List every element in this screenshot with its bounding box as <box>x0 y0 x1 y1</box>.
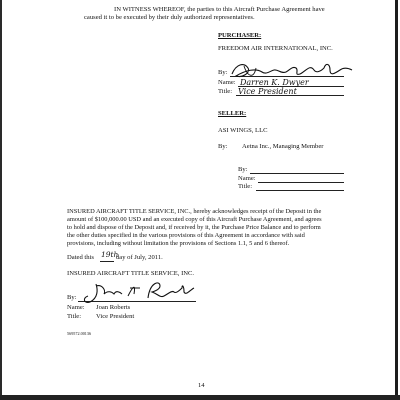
document-code: 569572.00136 <box>67 331 92 336</box>
seller-company: ASI WINGS, LLC <box>218 127 268 134</box>
seller-sub-title-label: Title: <box>238 183 253 190</box>
page-number: 14 <box>198 382 205 389</box>
escrow-paragraph-line-3: to hold and dispose of the Deposit and, if received by it, the Purchase Price Balance and to perform <box>67 224 321 231</box>
escrow-company: INSURED AIRCRAFT TITLE SERVICE, INC. <box>67 270 195 277</box>
escrow-paragraph-line-1: INSURED AIRCRAFT TITLE SERVICE, INC., hereby acknowledges receipt of the Deposit in the <box>67 208 322 215</box>
seller-sub-name-label: Name: <box>238 175 256 182</box>
scan-edge-bottom <box>0 395 400 400</box>
seller-sub-by-label: By: <box>238 166 248 173</box>
dated-day-line <box>100 261 114 262</box>
purchaser-name-value: Darren K. Dwyer <box>240 78 309 87</box>
escrow-title-label: Title: <box>67 313 82 320</box>
purchaser-by-label: By: <box>218 69 228 76</box>
seller-sub-name-line <box>258 182 344 183</box>
purchaser-name-label: Name: <box>218 79 236 86</box>
escrow-paragraph-line-2: amount of $100,000.00 USD and an executed copy of this Aircraft Purchase Agreement, and agrees <box>67 216 322 223</box>
escrow-signature <box>76 276 196 306</box>
witness-line-2: caused it to be executed by their duly authorized representatives. <box>84 14 255 21</box>
purchaser-title-value: Vice President <box>238 87 297 96</box>
escrow-name-value: Joan Roberts <box>96 304 131 311</box>
escrow-paragraph-line-4: the other duties specified in the various provisions of this Agreement in accordance with said <box>67 232 305 239</box>
escrow-title-value: Vice President <box>96 313 135 320</box>
purchaser-title-label: Title: <box>218 88 233 95</box>
witness-line-1: IN WITNESS WHEREOF, the parties to this Aircraft Purchase Agreement have <box>114 6 325 13</box>
purchaser-company: FREEDOM AIR INTERNATIONAL, INC. <box>218 45 333 52</box>
escrow-paragraph-line-5: provisions, including without limitation the provisions of Sections 1.1, 5 and 6 thereof. <box>67 240 290 247</box>
scan-edge-left <box>0 0 2 400</box>
escrow-name-label: Name: <box>67 304 85 311</box>
dated-prefix: Dated this <box>67 254 94 261</box>
seller-by-label: By: <box>218 143 228 150</box>
dated-suffix: day of July, 2011. <box>116 254 163 261</box>
seller-managing-member: Aetna Inc., Managing Member <box>242 143 324 150</box>
escrow-by-label: By: <box>67 294 77 301</box>
seller-heading: SELLER: <box>218 110 247 117</box>
seller-sub-by-line <box>250 173 344 174</box>
dated-day-handwritten: 19th <box>101 250 119 259</box>
scan-edge-right <box>395 0 398 400</box>
purchaser-heading: PURCHASER: <box>218 32 262 39</box>
seller-sub-title-line <box>256 190 344 191</box>
